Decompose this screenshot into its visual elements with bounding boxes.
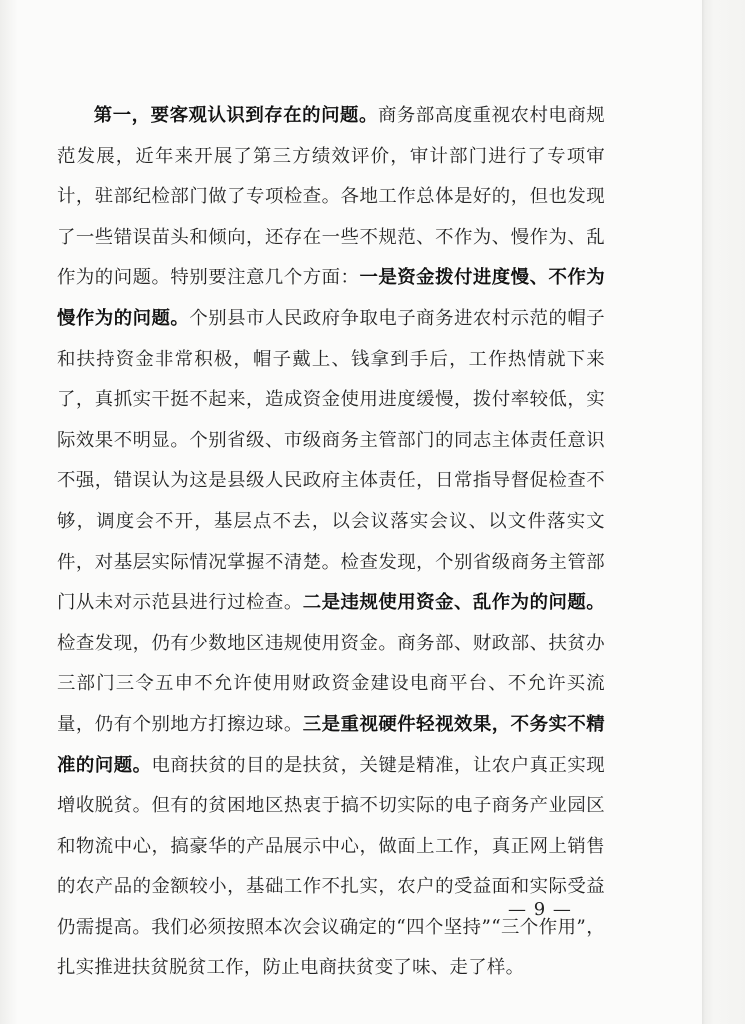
text-segment-3: 检查发现，仍有少数地区违规使用资金。商务部、财政部、扶贫办三部门三令五申不允许使用财政资金建设电商平台、不允许买流量，仍有个别地方打擦边球。 bbox=[57, 632, 605, 735]
text-segment-1: 商务部高度重视农村电商规范发展，近年来开展了第三方绩效评价，审计部门进行了专项审计，驻部纪检部门做了专项检查。各地工作总体是好的，但也发现了一些错误苗头和倾向，还存在一些不规范、不作为、慢作为、乱作为的问题。特别要注意几个方面： bbox=[57, 105, 605, 289]
heading-point-three: 三是重视硬件轻视效果，不务实不精准的问题。 bbox=[57, 713, 605, 776]
heading-first-point: 第一，要客观认识到存在的问题。 bbox=[93, 105, 378, 126]
binding-edge bbox=[702, 0, 745, 1024]
text-segment-2: 个别县市人民政府争取电子商务进农村示范的帽子和扶持资金非常积极，帽子戴上、钱拿到手后，工作热情就下来了，真抓实干挺不起来，造成资金使用进度缓慢，拨付率较低，实际效果不明显。个别省级、市级商务主管部门的同志主体责任意识不强，错误认为这是县级人民政府主体责任，日常指导督促检查不够，调度会不开，基层点不去，以会议落实会议、以文件落实文件，对基层实际情况掌握不清楚。检查发现，个别省级商务主管部门从未对示范县进行过检查。 bbox=[57, 307, 605, 614]
body-paragraph bbox=[57, 96, 605, 989]
heading-point-two: 二是违规使用资金、乱作为的问题。 bbox=[302, 592, 605, 614]
text-segment-4: 电商扶贫的目的是扶贫，关键是精准，让农户真正实现增收脱贫。但有的贫困地区热衷于搞不切实际的电子商务产业园区和物流中心，搞豪华的产品展示中心，做面上工作，真正网上销售的农产品的金额较小，基础工作不扎实，农户的受益面和实际受益仍需提高。我们必须按照本次会议确定的“四个坚持”“三个作用”，扎实推进扶贫脱贫工作，防止电商扶贫变了味、走了样。 bbox=[57, 754, 605, 979]
heading-point-one: 一是资金拨付进度慢、不作为慢作为的问题。 bbox=[57, 267, 605, 329]
page-edge-shadow bbox=[0, 0, 18, 1024]
page-number: — 9 — bbox=[508, 899, 572, 920]
